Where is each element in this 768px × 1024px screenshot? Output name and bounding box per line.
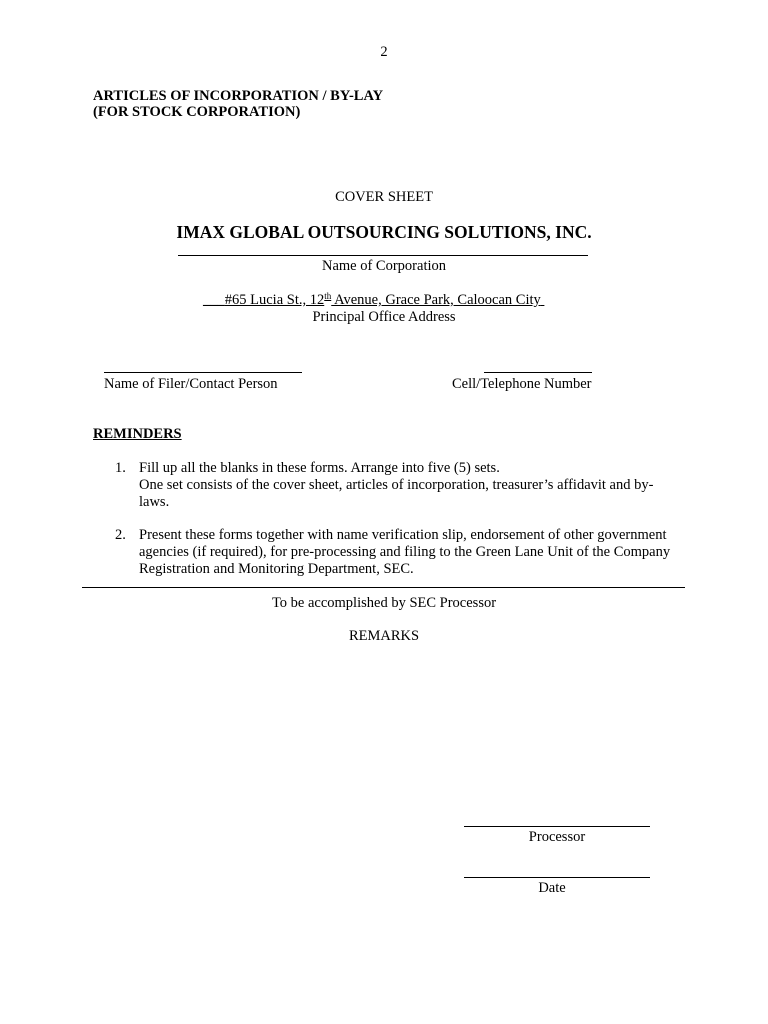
address-superscript: th <box>324 291 332 301</box>
address-prefix: ___ <box>203 292 225 308</box>
sec-processor-note: To be accomplished by SEC Processor <box>271 595 497 611</box>
phone-signature-line[interactable] <box>484 372 592 373</box>
filer-label: Name of Filer/Contact Person <box>104 376 278 392</box>
date-label: Date <box>538 880 566 896</box>
filer-signature-line[interactable] <box>104 372 302 373</box>
phone-label: Cell/Telephone Number <box>452 376 592 392</box>
reminder-item-text: One set consists of the cover sheet, articles of incorporation, treasurer’s affidavit and by-laws. <box>139 477 654 510</box>
reminder-item-number: 2. <box>115 527 126 543</box>
reminder-item-text: Present these forms together with name verification slip, endorsement of other government agencies (if required), for pre-processing and filing to the Green Lane Unit of the Company Registration and Monitoring Department, SEC. <box>139 527 671 577</box>
header-subtitle: (FOR STOCK CORPORATION) <box>93 104 301 120</box>
page-number: 2 <box>380 44 388 60</box>
address-part1: #65 Lucia St., 12 <box>224 292 325 308</box>
reminders-heading: REMINDERS <box>93 426 182 442</box>
corporation-name: IMAX GLOBAL OUTSOURCING SOLUTIONS, INC. <box>176 222 592 242</box>
corporation-name-rule <box>178 255 588 256</box>
principal-office-label: Principal Office Address <box>312 309 456 325</box>
corporation-name-label: Name of Corporation <box>321 258 447 274</box>
reminder-item-1 <box>115 460 675 511</box>
date-signature-line[interactable] <box>464 877 650 878</box>
reminder-item-number: 1. <box>115 460 126 476</box>
address-part2: Avenue, Grace Park, Caloocan City <box>331 292 541 308</box>
cover-sheet-title: COVER SHEET <box>335 189 433 205</box>
section-divider <box>82 587 685 588</box>
header-title: ARTICLES OF INCORPORATION / BY-LAY <box>93 88 384 104</box>
principal-office-address <box>203 292 544 309</box>
remarks-label: REMARKS <box>348 628 420 644</box>
processor-label: Processor <box>528 829 586 845</box>
reminder-item-2 <box>115 527 675 578</box>
reminder-item-text: Fill up all the blanks in these forms. Arrange into five (5) sets. <box>139 460 500 476</box>
processor-signature-line[interactable] <box>464 826 650 827</box>
